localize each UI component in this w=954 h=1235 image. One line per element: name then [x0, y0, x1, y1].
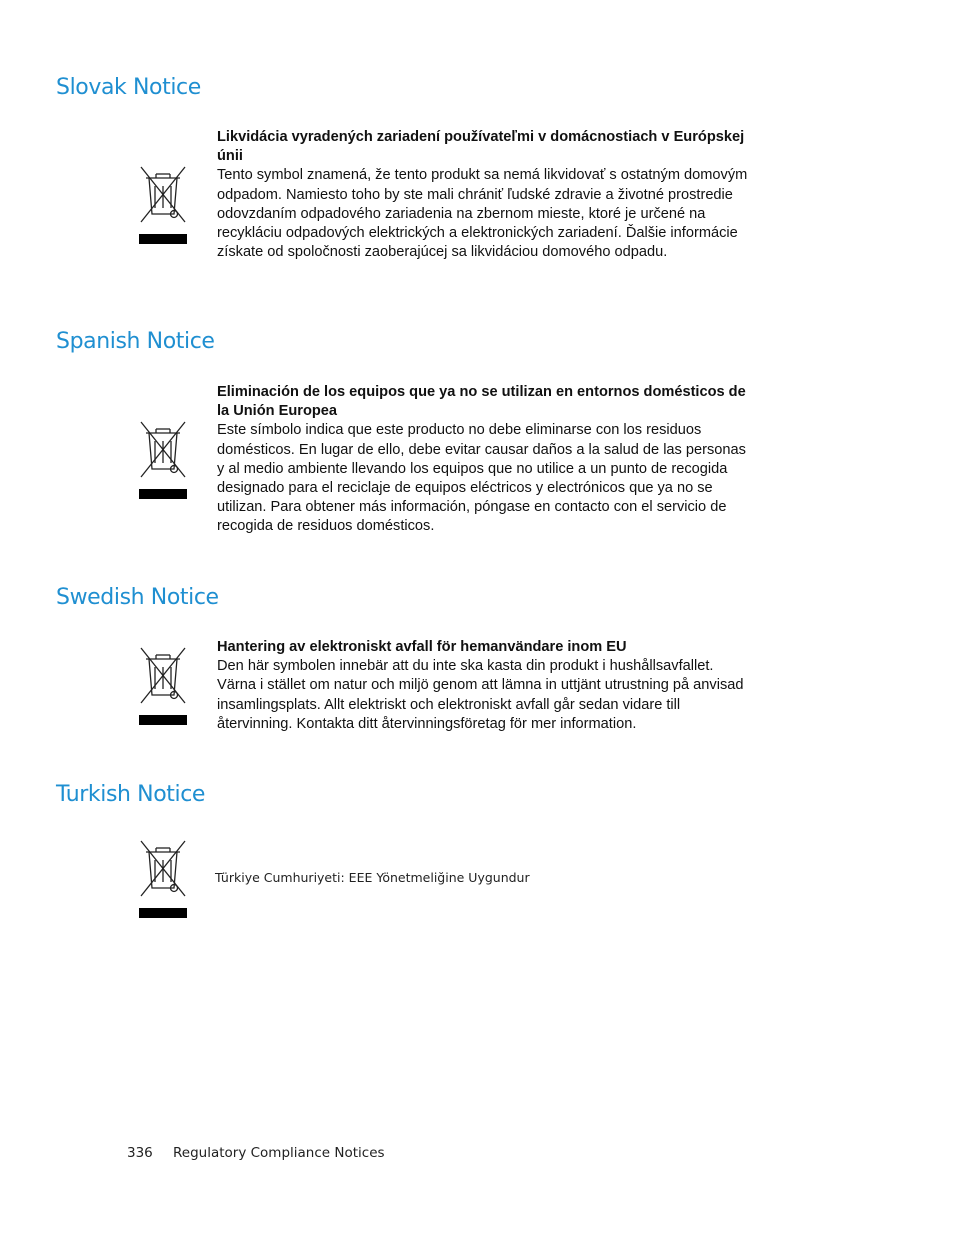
swedish-notice-text [217, 638, 752, 734]
weee-bin-icon [138, 164, 188, 246]
slovak-notice-body: Tento symbol znamená, že tento produkt sa nemá likvidovať s ostatným domovým odpadom. Namiesto toho by ste mali chrániť ľudské zdravie a životné prostredie odovzdaním odpadového zariadenia na zbernom mieste, ktoré je určené na recykláciu odpadových elektrických a elektronických zariadení. Ďalšie informácie získate od spoločnosti zaoberajúcej sa likvidáciou domového odpadu. [217, 167, 748, 261]
footer-section-title: Regulatory Compliance Notices [173, 1145, 385, 1161]
turkish-notice-heading: Turkish Notice [56, 782, 206, 807]
page-number: 336 [127, 1145, 153, 1161]
swedish-notice-body: Den här symbolen innebär att du inte ska kasta din produkt i hushållsavfallet. Värna i stället om natur och miljö genom att lämna in uttjänt utrustning på anvisad insamlingsplats. Allt elektriskt och elektroniskt avfall går sedan vidare till återvinning. Kontakta ditt återvinningsföretag för mer information. [217, 658, 744, 732]
turkish-notice-text: Türkiye Cumhuriyeti: EEE Yönetmeliğine Uygundur [215, 870, 530, 885]
spanish-notice-text [217, 383, 752, 537]
spanish-notice-body: Este símbolo indica que este producto no debe eliminarse con los residuos domésticos. En lugar de ello, debe evitar causar daños a la salud de las personas y al medio ambiente llevando los equipos que no utilice a un punto de recogida designado para el reciclaje de equipos eléctricos y electrónicos que ya no se utilizan. Para obtener más información, póngase en contacto con el servicio de recogida de residuos domésticos. [217, 422, 746, 535]
spanish-notice-heading: Spanish Notice [56, 329, 215, 354]
weee-bin-icon [138, 419, 188, 501]
page-footer [127, 1145, 385, 1161]
slovak-notice-title: Likvidácia vyradených zariadení používateľmi v domácnostiach v Európskej únii [217, 129, 745, 165]
swedish-notice-title: Hantering av elektroniskt avfall för hemanvändare inom EU [217, 639, 627, 655]
weee-bin-icon [138, 645, 188, 727]
spanish-notice-title: Eliminación de los equipos que ya no se utilizan en entornos domésticos de la Unión Europea [217, 384, 746, 420]
slovak-notice-text [217, 128, 752, 262]
slovak-notice-heading: Slovak Notice [56, 75, 201, 100]
swedish-notice-heading: Swedish Notice [56, 585, 219, 610]
weee-bin-icon [138, 838, 188, 920]
